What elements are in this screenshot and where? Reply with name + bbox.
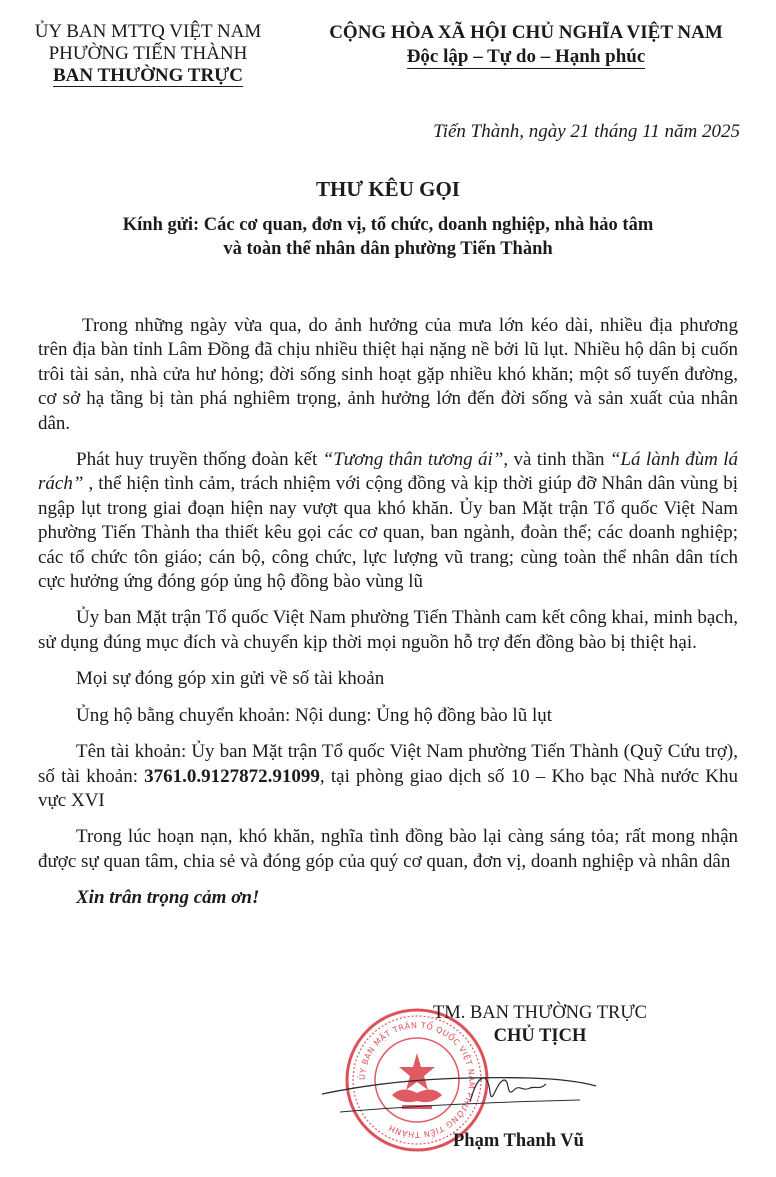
- paragraph-call-text-a: Phát huy truyền thống đoàn kết: [76, 449, 323, 471]
- issuing-body-line3: BAN THƯỜNG TRỰC: [52, 65, 244, 86]
- paragraph-account-intro: Mọi sự đóng góp xin gửi về số tài khoản: [76, 668, 385, 690]
- signature-block: [370, 1002, 710, 1048]
- closing-thanks: Xin trân trọng cảm ơn!: [76, 887, 260, 909]
- recipient-block: [0, 213, 776, 261]
- issuing-body-line1: ỦY BAN MTTQ VIỆT NAM: [34, 21, 262, 42]
- handwritten-signature: [320, 1062, 600, 1122]
- recipient-line2: và toàn thể nhân dân phường Tiến Thành: [223, 239, 553, 259]
- paragraph-account-details: [38, 740, 738, 813]
- account-name-text: Tên tài khoản: Ủy ban Mặt trận Tổ quốc Việt Nam phường Tiến Thành (Quỹ Cứu trợ), số tài khoản:: [38, 741, 738, 787]
- issuing-body-line2: PHƯỜNG TIẾN THÀNH: [48, 43, 248, 64]
- paragraph-situation: Trong những ngày vừa qua, do ảnh hưởng của mưa lớn kéo dài, nhiều địa phương trên địa bàn tỉnh Lâm Đồng đã chịu nhiều thiệt hại nặng nề bởi lũ lụt. Nhiều hộ dân bị cuốn trôi tài sản, nhà cửa hư hỏng; đời sống sinh hoạt gặp nhiều khó khăn; một số tuyến đường, cơ sở hạ tầng bị tàn phá nghiêm trọng, ảnh hưởng lớn đến đời sống và sản xuất của nhân dân.: [38, 315, 738, 434]
- issuing-body-header: [14, 21, 282, 87]
- seal-text: ỦY BAN MẶT TRẬN TỔ QUỐC VIỆT NAM PHƯỜNG TIẾN THÀNH: [357, 1020, 477, 1140]
- paragraph-call-text-c: , thể hiện tình cảm, trách nhiệm với cộng đồng và kịp thời giúp đỡ Nhân dân vùng bị ngập lụt trong giai đoạn hiện nay vượt qua khó khăn. Ủy ban Mặt trận Tổ quốc Việt Nam phường Tiến Thành tha thiết kêu gọi các cơ quan, ban ngành, đoàn thể; các doanh nghiệp; các tổ chức tôn giáo; cán bộ, công chức, lực lượng vũ trang; cùng toàn thể nhân dân tích cực hưởng ứng đóng góp ủng hộ đồng bào vùng lũ: [38, 473, 738, 593]
- quote-la-lanh: “Lá lành đùm lá rách”: [38, 449, 739, 495]
- paragraph-call-text-b: , và tinh thần: [503, 449, 610, 471]
- signer-organization: TM. BAN THƯỜNG TRỰC: [432, 1003, 648, 1023]
- paragraph-transfer-content: Ủng hộ bằng chuyển khoản: Nội dung: Ủng hộ đồng bào lũ lụt: [76, 704, 553, 726]
- account-number: 3761.0.9127872.91099: [144, 765, 320, 787]
- national-header: [288, 21, 764, 69]
- signer-position: CHỦ TỊCH: [493, 1026, 587, 1046]
- paragraph-appeal: Trong lúc hoạn nạn, khó khăn, nghĩa tình đồng bào lại càng sáng tỏa; rất mong nhận được sự quan tâm, chia sẻ và đóng góp của quý cơ quan, đơn vị, doanh nghiệp và nhân dân: [38, 826, 738, 872]
- quote-tuong-than: “Tương thân tương ái”: [322, 449, 504, 471]
- paragraph-call-to-action: [38, 448, 738, 594]
- letter-body: [38, 314, 738, 923]
- account-bank-text: , tại phòng giao dịch số 10 – Kho bạc Nhà nước Khu vực XVI: [38, 765, 738, 811]
- issue-date: Tiến Thành, ngày 21 tháng 11 năm 2025: [433, 121, 740, 142]
- national-motto: Độc lập – Tự do – Hạnh phúc: [406, 46, 646, 67]
- signer-name: Phạm Thanh Vũ: [453, 1131, 584, 1151]
- paragraph-commitment: Ủy ban Mặt trận Tổ quốc Việt Nam phường Tiến Thành cam kết công khai, minh bạch, sử dụng đúng mục đích và chuyển kịp thời mọi nguồn hỗ trợ đến đồng bào bị thiệt hại.: [38, 607, 738, 653]
- national-title: CỘNG HÒA XÃ HỘI CHỦ NGHĨA VIỆT NAM: [329, 22, 723, 43]
- document-title: THƯ KÊU GỌI: [316, 177, 460, 201]
- recipient-line1: Kính gửi: Các cơ quan, đơn vị, tổ chức, doanh nghiệp, nhà hảo tâm: [122, 215, 654, 235]
